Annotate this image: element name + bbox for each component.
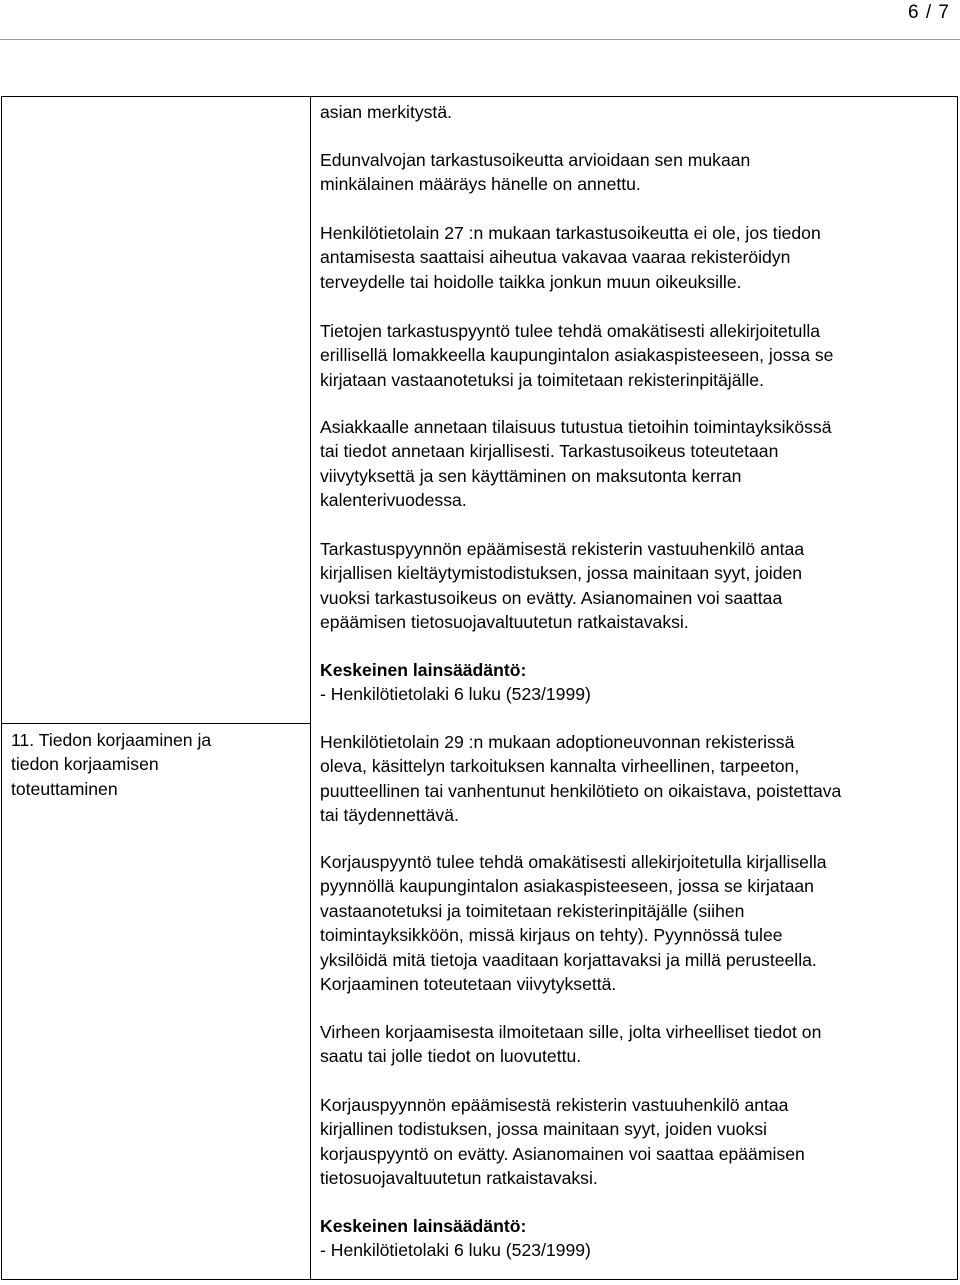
text-line: Korjaaminen toteutetaan viivytyksettä. [320,974,617,995]
text-line: Korjauspyyntö tulee tehdä omakätisesti allekirjoitetulla kirjallisella [320,852,827,872]
text-line: tai täydennettävä. [320,805,459,826]
text-line: oleva, käsittelyn tarkoituksen kannalta virheellinen, tarpeeton, [320,756,800,777]
text-line: yksilöidä mitä tietoja vaaditaan korjattavaksi ja millä perusteella. [320,949,817,970]
text-line: antamisesta saattaisi aiheutua vakavaa vaaraa rekisteröidyn [320,247,791,268]
text-line: Korjauspyynnön epäämisestä rekisterin vastuuhenkilö antaa [320,1095,789,1115]
page-number: 6 / 7 [908,2,950,23]
text-line: Henkilötietolain 29 :n mukaan adoptioneuvonnan rekisterissä [320,732,795,752]
column-divider [310,97,311,1279]
text-line: saatu tai jolle tiedot on luovutettu. [320,1046,582,1067]
text-line: tietosuojavaltuutetun ratkaistavaksi. [320,1168,598,1189]
text-line: 11. Tiedon korjaaminen ja [11,730,212,750]
paragraph-9 [320,1020,821,1069]
text-line: puutteellinen tai vanhentunut henkilötieto on oikaistava, poistettava [320,780,842,801]
text-line: Edunvalvojan tarkastusoikeutta arvioidaan sen mukaan [320,150,751,170]
text-line: tai tiedot annetaan kirjallisesti. Tarkastusoikeus toteutetaan [320,441,779,462]
paragraph-8 [320,850,827,996]
text-line: vastaanotetuksi ja toimitetaan rekisterinpitäjälle (siihen [320,900,745,921]
legislation-item: - Henkilötietolaki 6 luku (523/1999) [320,1240,591,1261]
text-line: epäämisen tietosuojavaltuutetun ratkaistavaksi. [320,612,689,633]
text-line: Tietojen tarkastuspyyntö tulee tehdä omakätisesti allekirjoitetulla [320,321,821,341]
text-line: kirjallisen kieltäytymistodistuksen, jossa mainitaan syyt, joiden [320,563,803,584]
paragraph-4 [320,319,833,392]
text-line: Tarkastuspyynnön epäämisestä rekisterin vastuuhenkilö antaa [320,539,805,559]
text-line: tiedon korjaamisen [11,754,159,775]
paragraph-2 [320,148,750,197]
text-line: asian merkitystä. [320,102,452,122]
left-column [11,728,301,801]
paragraph-1 [320,100,452,124]
text-line: korjauspyyntö on evätty. Asianomainen voi saattaa epäämisen [320,1143,805,1164]
paragraph-7 [320,730,841,828]
paragraph-10 [320,1093,805,1191]
text-line: viivytyksettä ja sen käyttäminen on maksutonta kerran [320,465,742,486]
content-table [1,96,958,1280]
text-line: kalenterivuodessa. [320,490,467,511]
text-line: Virheen korjaamisesta ilmoitetaan sille, jolta virheelliset tiedot on [320,1022,822,1042]
text-line: pyynnöllä kaupungintalon asiakaspisteeseen, jossa se kirjataan [320,876,814,897]
text-line: minkälainen määräys hänelle on annettu. [320,174,641,195]
text-line: kirjallinen todistuksen, jossa mainitaan syyt, joiden vuoksi [320,1119,767,1140]
text-line: Asiakkaalle annetaan tilaisuus tutustua tietoihin toimintayksikössä [320,417,832,437]
paragraph-3 [320,221,821,294]
legislation-item: - Henkilötietolaki 6 luku (523/1999) [320,684,591,705]
text-line: kirjataan vastaanotetuksi ja toimitetaan rekisterinpitäjälle. [320,369,764,390]
legislation-2 [320,1214,591,1263]
text-line: terveydelle tai hoidolle taikka jonkun muun oikeuksille. [320,271,742,292]
item-11-title [11,728,301,801]
text-line: toimintayksikköön, missä kirjaus on tehty). Pyynnössä tulee [320,925,783,946]
paragraph-6 [320,537,804,635]
text-line: Henkilötietolain 27 :n mukaan tarkastusoikeutta ei ole, jos tiedon [320,223,821,243]
legislation-1 [320,658,591,707]
row-divider [2,723,310,724]
paragraph-5 [320,415,831,513]
legislation-heading: Keskeinen lainsäädäntö: [320,1216,527,1236]
header-rule [0,39,960,40]
text-line: erillisellä lomakkeella kaupungintalon asiakaspisteeseen, jossa se [320,345,834,366]
text-line: toteuttaminen [11,778,118,799]
legislation-heading: Keskeinen lainsäädäntö: [320,660,527,680]
text-line: vuoksi tarkastusoikeus on evätty. Asianomainen voi saattaa [320,587,783,608]
